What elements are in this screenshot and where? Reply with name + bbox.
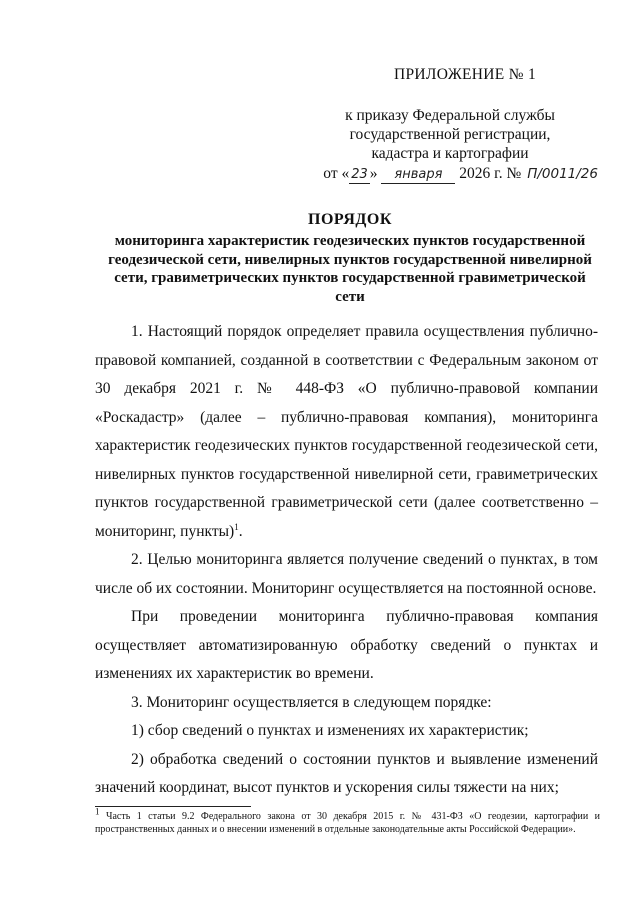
appendix-lines [300, 106, 600, 163]
appendix-line: кадастра и картографии [371, 145, 529, 162]
date-mid: » [369, 165, 378, 182]
footnote-mark: 1 [95, 806, 100, 817]
footnote-ref: 1 [234, 521, 239, 532]
document-heading [100, 211, 600, 306]
paragraph-1-end: . [238, 522, 243, 540]
appendix-line: к приказу Федеральной службы [345, 107, 555, 124]
paragraph-3: При проведении мониторинга публично-правовая компания осуществляет автоматизированную обработку сведений о пунктах и изменениях их характеристик во времени. [95, 608, 598, 682]
paragraph-5: 1) сбор сведений о пунктах и изменениях их характеристик; [131, 722, 529, 739]
order-number: П/0011/26 [527, 166, 598, 182]
order-date-line [300, 165, 600, 184]
footnote-text: Часть 1 статьи 9.2 Федерального закона от 30 декабря 2015 г. № 431-ФЗ «О геодезии, картографии и пространственных данных и о внесении изменений в отдельные законодательные акты Российской Федерации». [95, 811, 601, 835]
order-year: 2026 г. № [459, 165, 522, 182]
date-prefix: от « [323, 165, 350, 182]
paragraph-6: 2) обработка сведений о состоянии пунктов и выявление изменений значений координат, высот пунктов и ускорения силы тяжести на них; [95, 750, 598, 796]
footnote [95, 806, 601, 836]
order-month: января [381, 167, 455, 184]
heading-title: ПОРЯДОК [308, 211, 392, 228]
appendix-title: ПРИЛОЖЕНИЕ № 1 [394, 66, 537, 83]
paragraph-2: 2. Целью мониторинга является получение сведений о пунктах, в том числе об их состоянии. Мониторинг осуществляется на постоянной основе. [95, 551, 598, 597]
paragraph-1-text: 1. Настоящий порядок определяет правила осуществления публично-правовой компанией, созданной в соответствии с Федеральным законом от 30 декабря 2021 г. № 448-ФЗ «О публично-правовой компании «Роскадастр» (далее – публично-правовая компания), мониторинга характеристик геодезических пунктов государственной геодезической сети, нивелирных пунктов государственной нивелирной сети, гравиметрических пунктов государственной гравиметрической сети (далее соответственно – мониторинг, пункты) [95, 323, 598, 540]
appendix-line: государственной регистрации, [349, 126, 551, 143]
order-day: 23 [351, 167, 368, 182]
heading-subtitle: мониторинга характеристик геодезических пунктов государственной геодезической сети, нивелирных пунктов государственной нивелирной сети, гравиметрических пунктов государственной гравиметрической сети [108, 233, 592, 305]
footnote-divider [95, 806, 251, 807]
paragraph-1 [95, 318, 598, 546]
paragraph-4: 3. Мониторинг осуществляется в следующем порядке: [131, 693, 492, 711]
document-body [95, 318, 598, 803]
